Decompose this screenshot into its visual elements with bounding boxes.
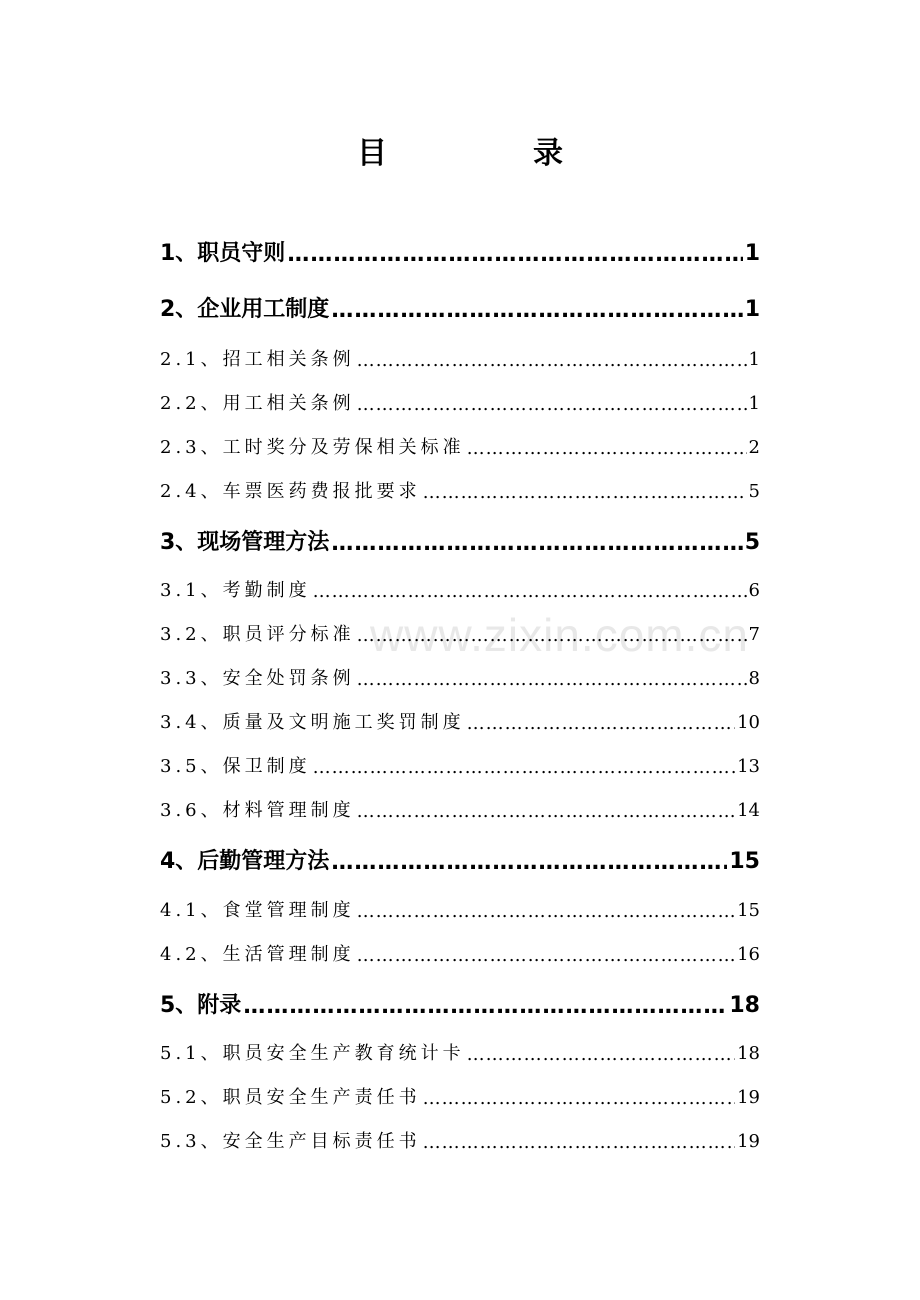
toc-leader xyxy=(313,759,735,777)
toc-entry-label: 4、后勤管理方法 xyxy=(160,849,330,874)
toc-entry[interactable] xyxy=(160,667,760,691)
toc-entry-label: 4.1、食堂管理制度 xyxy=(160,900,355,921)
toc-page-number: 6 xyxy=(748,580,760,601)
toc-leader xyxy=(357,671,747,689)
toc-entry[interactable] xyxy=(160,392,760,416)
page-title: 目 录 xyxy=(357,136,621,171)
toc-entry-label: 3.3、安全处罚条例 xyxy=(160,668,355,689)
toc-page-number: 1 xyxy=(748,393,760,414)
toc-entry[interactable] xyxy=(160,1086,760,1110)
toc-page-number: 5 xyxy=(744,530,760,555)
toc-entry[interactable] xyxy=(160,480,760,504)
toc-page-number: 15 xyxy=(729,849,760,874)
toc-entry-label: 3.5、保卫制度 xyxy=(160,756,311,777)
toc-leader xyxy=(423,1134,735,1152)
toc-page-number: 1 xyxy=(744,241,760,266)
toc-leader xyxy=(287,244,742,266)
toc-entry-label: 5.1、职员安全生产教育统计卡 xyxy=(160,1043,465,1064)
toc-page-number: 5 xyxy=(748,481,760,502)
watermark: www.zixin.com.cn xyxy=(370,609,749,661)
toc-leader xyxy=(331,300,742,322)
toc-entry-label: 1、职员守则 xyxy=(160,241,286,266)
toc-entry-label: 2、企业用工制度 xyxy=(160,297,330,322)
toc-entry[interactable] xyxy=(160,579,760,603)
toc-page-number: 19 xyxy=(737,1087,760,1108)
toc-page-number: 1 xyxy=(744,297,760,322)
toc-entry[interactable] xyxy=(160,529,760,557)
toc-entry-label: 3.2、职员评分标准 xyxy=(160,624,355,645)
toc-entry[interactable] xyxy=(160,755,760,779)
toc-leader xyxy=(467,440,747,458)
toc-entry[interactable] xyxy=(160,848,760,876)
toc-entry[interactable] xyxy=(160,436,760,460)
toc-leader xyxy=(313,583,747,601)
toc-page-number: 15 xyxy=(737,900,760,921)
toc-entry[interactable] xyxy=(160,992,760,1020)
toc-page-number: 14 xyxy=(737,800,760,821)
toc-leader xyxy=(467,715,735,733)
toc-page-number: 18 xyxy=(737,1043,760,1064)
toc-entry[interactable] xyxy=(160,348,760,372)
toc-entry-label: 3.6、材料管理制度 xyxy=(160,800,355,821)
toc-leader xyxy=(357,947,735,965)
toc-leader xyxy=(357,352,747,370)
toc-entry-label: 3.4、质量及文明施工奖罚制度 xyxy=(160,712,465,733)
toc-page-number: 8 xyxy=(748,668,760,689)
toc-entry-label: 2.2、用工相关条例 xyxy=(160,393,355,414)
toc-entry-label: 3.1、考勤制度 xyxy=(160,580,311,601)
toc-page-number: 13 xyxy=(737,756,760,777)
toc-leader xyxy=(467,1046,735,1064)
toc-page-number: 19 xyxy=(737,1131,760,1152)
toc-entry-label: 2.3、工时奖分及劳保相关标准 xyxy=(160,437,465,458)
toc-leader xyxy=(357,396,747,414)
toc-entry-label: 5.3、安全生产目标责任书 xyxy=(160,1131,421,1152)
toc-leader xyxy=(331,533,742,555)
toc-page-number: 1 xyxy=(748,349,760,370)
toc-entry-label: 5.2、职员安全生产责任书 xyxy=(160,1087,421,1108)
toc-leader xyxy=(423,484,747,502)
toc-page-number: 10 xyxy=(737,712,760,733)
toc-entry-label: 4.2、生活管理制度 xyxy=(160,944,355,965)
toc-entry-label: 5、附录 xyxy=(160,993,242,1018)
toc-entry[interactable] xyxy=(160,1130,760,1154)
toc-leader xyxy=(357,903,735,921)
toc-page-number: 16 xyxy=(737,944,760,965)
toc-leader xyxy=(357,803,735,821)
toc-leader xyxy=(357,627,747,645)
toc-leader xyxy=(331,852,727,874)
toc-entry[interactable] xyxy=(160,899,760,923)
toc-entry[interactable] xyxy=(160,240,760,268)
toc-page-number: 18 xyxy=(729,993,760,1018)
toc-entry[interactable] xyxy=(160,943,760,967)
toc-entry[interactable] xyxy=(160,623,760,647)
toc-entry-label: 2.4、车票医药费报批要求 xyxy=(160,481,421,502)
toc-page-number: 7 xyxy=(748,624,760,645)
toc-leader xyxy=(243,996,727,1018)
toc-entry[interactable] xyxy=(160,1042,760,1066)
toc-entry[interactable] xyxy=(160,711,760,735)
toc-entry[interactable] xyxy=(160,296,760,324)
toc-leader xyxy=(423,1090,735,1108)
toc-entry-label: 3、现场管理方法 xyxy=(160,530,330,555)
toc-entry[interactable] xyxy=(160,799,760,823)
toc-page-number: 2 xyxy=(748,437,760,458)
toc-entry-label: 2.1、招工相关条例 xyxy=(160,349,355,370)
